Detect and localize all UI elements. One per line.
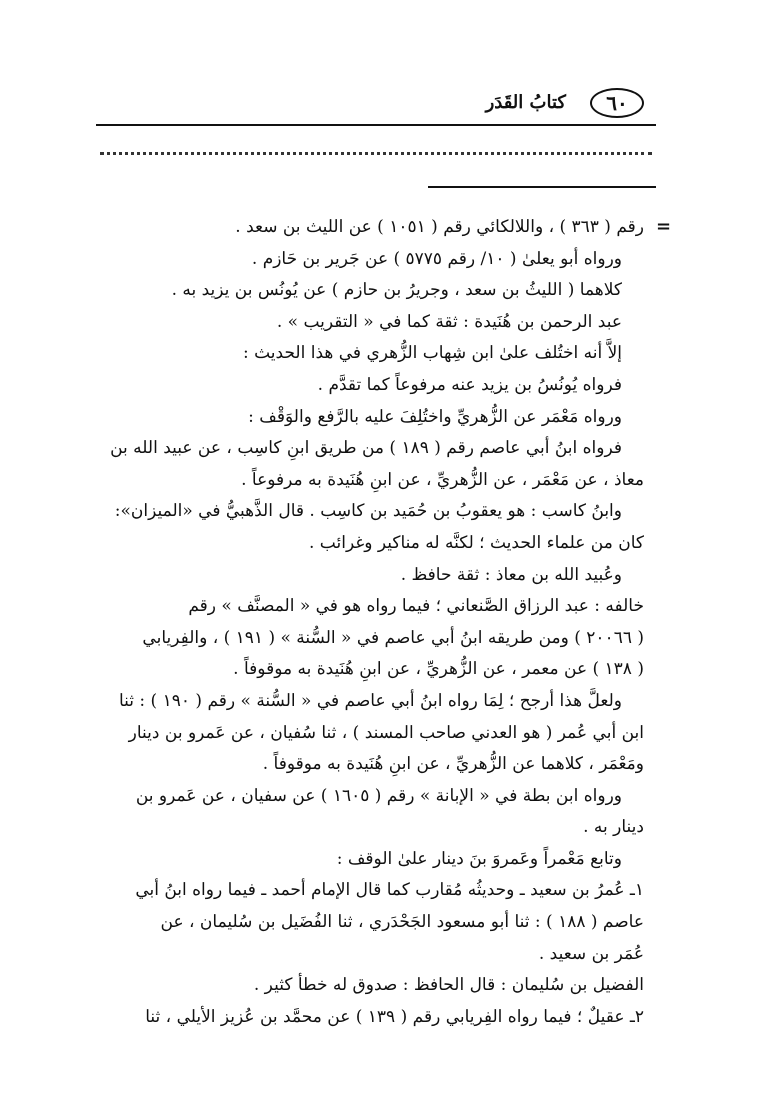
dotted-separator: [100, 152, 652, 155]
footnote-line: عاصم ( ١٨٨ ) : ثنا أبو مسعود الجَحْدَري ، ثنا الفُضَيل بن سُليمان ، عن: [160, 912, 644, 933]
footnote-line: ابن أبي عُمر ( هو العدني صاحب المسند ) ، ثنا سُفيان ، عن عَمرو بن دينار: [128, 722, 644, 743]
running-title: كتابُ القَدَر: [485, 92, 566, 113]
footnote-line: ١ـ عُمرُ بن سعيد ـ وحديثُه مُقارب كما قال الإمام أحمد ـ فيما رواه ابنُ أبي: [135, 880, 644, 901]
footnote-continuation-mark: =: [656, 216, 672, 237]
footnote-line: دينار به .: [583, 817, 644, 838]
footnote-line: ٢ـ عقيلٌ ؛ فيما رواه الفِريابي رقم ( ١٣٩ ) عن محمَّد بن عُزيز الأيلي ، ثنا: [145, 1006, 644, 1027]
footnote-body: [96, 212, 644, 1102]
footnote-line: إلاَّ أنه اختُلف علىٰ ابن شِهاب الزُّهري في هذا الحديث :: [242, 343, 622, 364]
footnote-line: كان من علماء الحديث ؛ لكنَّه له مناكير وغرائب .: [309, 532, 644, 553]
footnote-line: كلاهما ( الليثُ بن سعد ، وجريرُ بن حازم ) عن يُونُس بن يزيد به .: [171, 280, 622, 301]
footnote-line: وابنُ كاسب : هو يعقوبُ بن حُمَيد بن كاسِب . قال الذَّهبيُّ في «الميزان»:: [114, 501, 622, 522]
footnote-line: خالفه : عبد الرزاق الصَّنعاني ؛ فيما رواه هو في « المصنَّف » رقم: [188, 596, 644, 617]
footnote-line: وتابع مَعْمراً وعَمروَ بنَ دينار علىٰ الوقف :: [336, 848, 622, 869]
footnote-line: ( ٢٠٠٦٦ ) ومن طريقه ابنُ أبي عاصم في « السُّنة » ( ١٩١ ) ، والفِريابي: [142, 627, 644, 648]
footnote-line: فرواه ابنُ أبي عاصم رقم ( ١٨٩ ) من طريق ابنِ كاسِب ، عن عبيد الله بن: [110, 438, 622, 459]
footnote-line: ورواه أبو يعلىٰ ( ١٠/ رقم ٥٧٧٥ ) عن جَرير بن حَازم .: [251, 248, 622, 269]
page-header: [100, 88, 648, 128]
footnote-line: ومَعْمَر ، كلاهما عن الزُّهريِّ ، عن ابنِ هُنَيدة به موقوفاً .: [262, 754, 644, 775]
footnote-line: عُمَر بن سعيد .: [538, 943, 644, 964]
footnote-line: ورواه ابن بطة في « الإبانة » رقم ( ١٦٠٥ ) عن سفيان ، عن عَمرو بن: [135, 785, 622, 806]
footnote-line: ولعلَّ هذا أرجح ؛ لِمَا رواه ابنُ أبي عاصم في « السُّنة » رقم ( ١٩٠ ) : ثنا: [118, 690, 622, 711]
footnote-line: ( ١٣٨ ) عن معمر ، عن الزُّهريِّ ، عن ابنِ هُنَيدة به موقوفاً .: [233, 659, 644, 680]
footnote-line: عبد الرحمن بن هُنَيدة : ثقة كما في « التقريب » .: [276, 311, 622, 332]
footnote-line: وعُبيد الله بن معاذ : ثقة حافظ .: [400, 564, 622, 585]
footnote-line: فرواه يُونُسُ بن يزيد عنه مرفوعاً كما تقدَّم .: [317, 374, 622, 395]
footnote-line: الفضيل بن سُليمان : قال الحافظ : صدوق له خطأ كثير .: [253, 975, 644, 996]
page-number: ٦٠: [590, 88, 644, 118]
footnote-line: ورواه مَعْمَر عن الزُّهريِّ واختُلِفَ عليه بالرَّفع والوَقْف :: [248, 406, 622, 427]
header-rule: [96, 124, 656, 126]
footnote-line: رقم ( ٣٦٣ ) ، واللالكائي رقم ( ١٠٥١ ) عن الليث بن سعد .: [235, 217, 644, 237]
footnote-rule: [428, 186, 656, 188]
footnote-line: معاذ ، عن مَعْمَر ، عن الزُّهريِّ ، عن ابنِ هُنَيدة به مرفوعاً .: [241, 469, 644, 490]
